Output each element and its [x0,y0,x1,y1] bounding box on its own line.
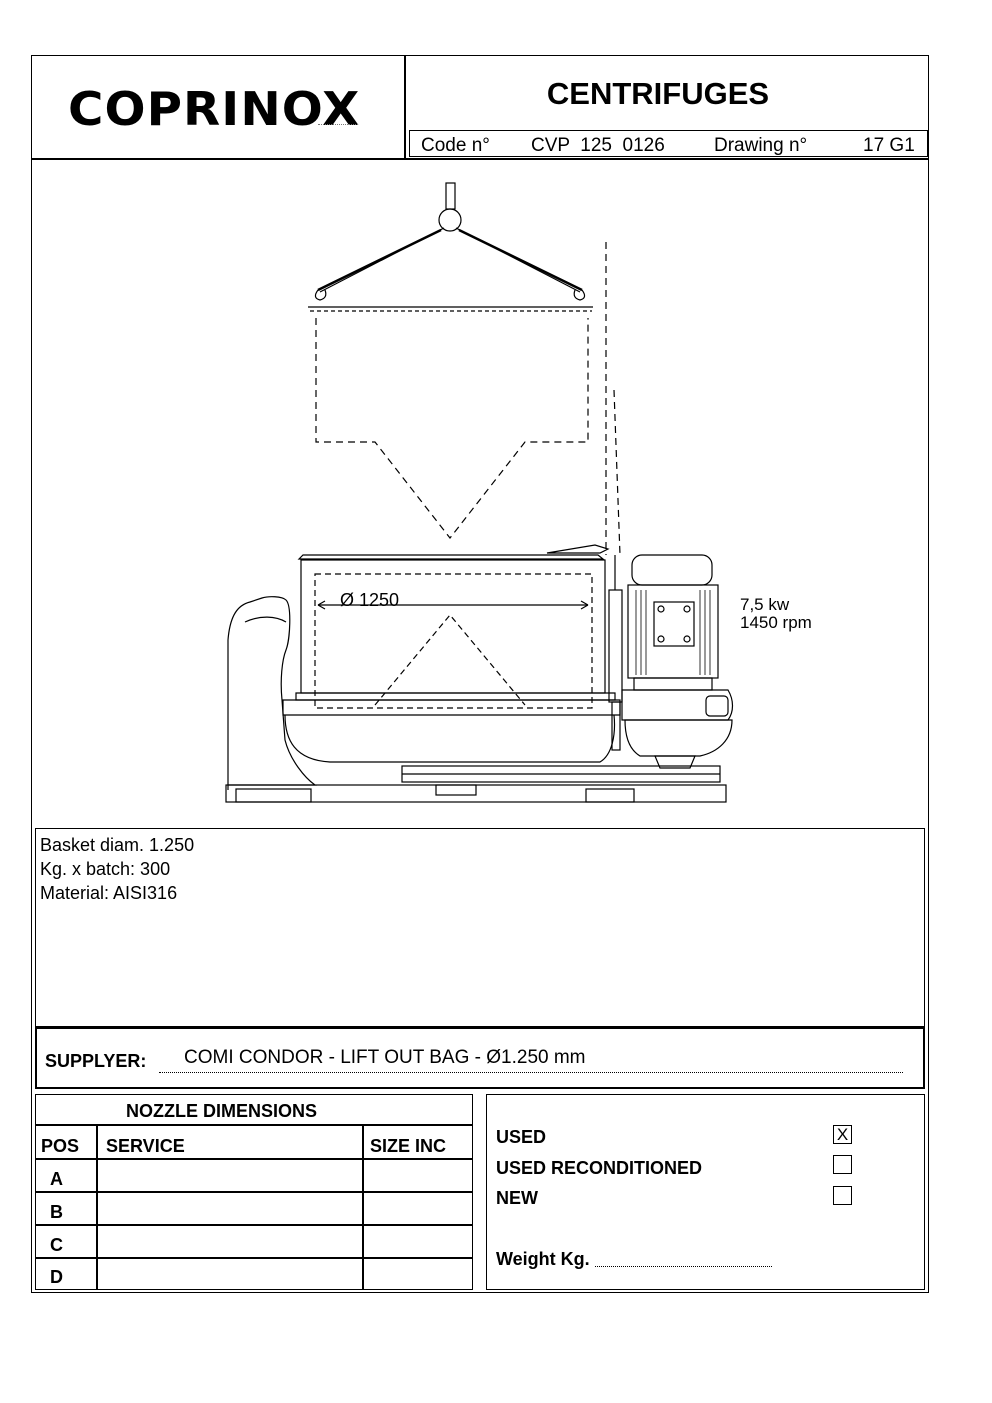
nozzle-row-rule-a [35,1191,473,1193]
condition-reconditioned-label: USED RECONDITIONED [496,1158,703,1178]
nozzle-pos-d: D [50,1267,63,1287]
pos-header: POS [41,1136,80,1156]
condition-used-label: USED [496,1127,547,1147]
page-title: CENTRIFUGES [546,76,770,111]
code-value: CVP 125 0126 [531,135,665,156]
material: Material: AISI316 [40,883,178,903]
nozzle-table-title: NOZZLE DIMENSIONS [126,1101,318,1121]
supplier-label: SUPPLYER: [45,1051,147,1071]
nozzle-row-rule-c [35,1257,473,1259]
size-header: SIZE INC [370,1136,447,1156]
weight-label: Weight Kg. [496,1249,590,1269]
nozzle-col-rule-1 [96,1124,98,1290]
nozzle-row-rule-b [35,1224,473,1226]
specs-text [40,833,194,905]
motor-speed-label: 1450 rpm [740,613,812,632]
nozzle-header-rule [35,1158,473,1160]
basket-diameter-label: Ø 1250 [340,590,400,610]
drawing-value: 17 G1 [863,135,915,156]
supplier-value: COMI CONDOR - LIFT OUT BAG - Ø1.250 mm [184,1047,586,1068]
nozzle-title-rule [35,1124,473,1126]
motor-power-label: 7,5 kw [740,595,790,614]
basket-diameter: Basket diam. 1.250 [40,835,195,855]
nozzle-col-rule-2 [362,1124,364,1290]
new-checkbox[interactable] [833,1186,852,1205]
condition-new-label: NEW [496,1188,538,1208]
reconditioned-checkbox[interactable] [833,1155,852,1174]
weight-dotted-line [595,1250,772,1267]
nozzle-pos-b: B [50,1202,63,1222]
company-logo: COPRINOX [68,82,361,136]
nozzle-pos-c: C [50,1235,63,1255]
service-header: SERVICE [106,1136,185,1156]
used-checkbox[interactable]: X [833,1125,852,1144]
drawing-label: Drawing n° [714,135,808,156]
batch-weight: Kg. x batch: 300 [40,859,171,879]
nozzle-pos-a: A [50,1169,63,1189]
code-label: Code n° [421,135,490,156]
